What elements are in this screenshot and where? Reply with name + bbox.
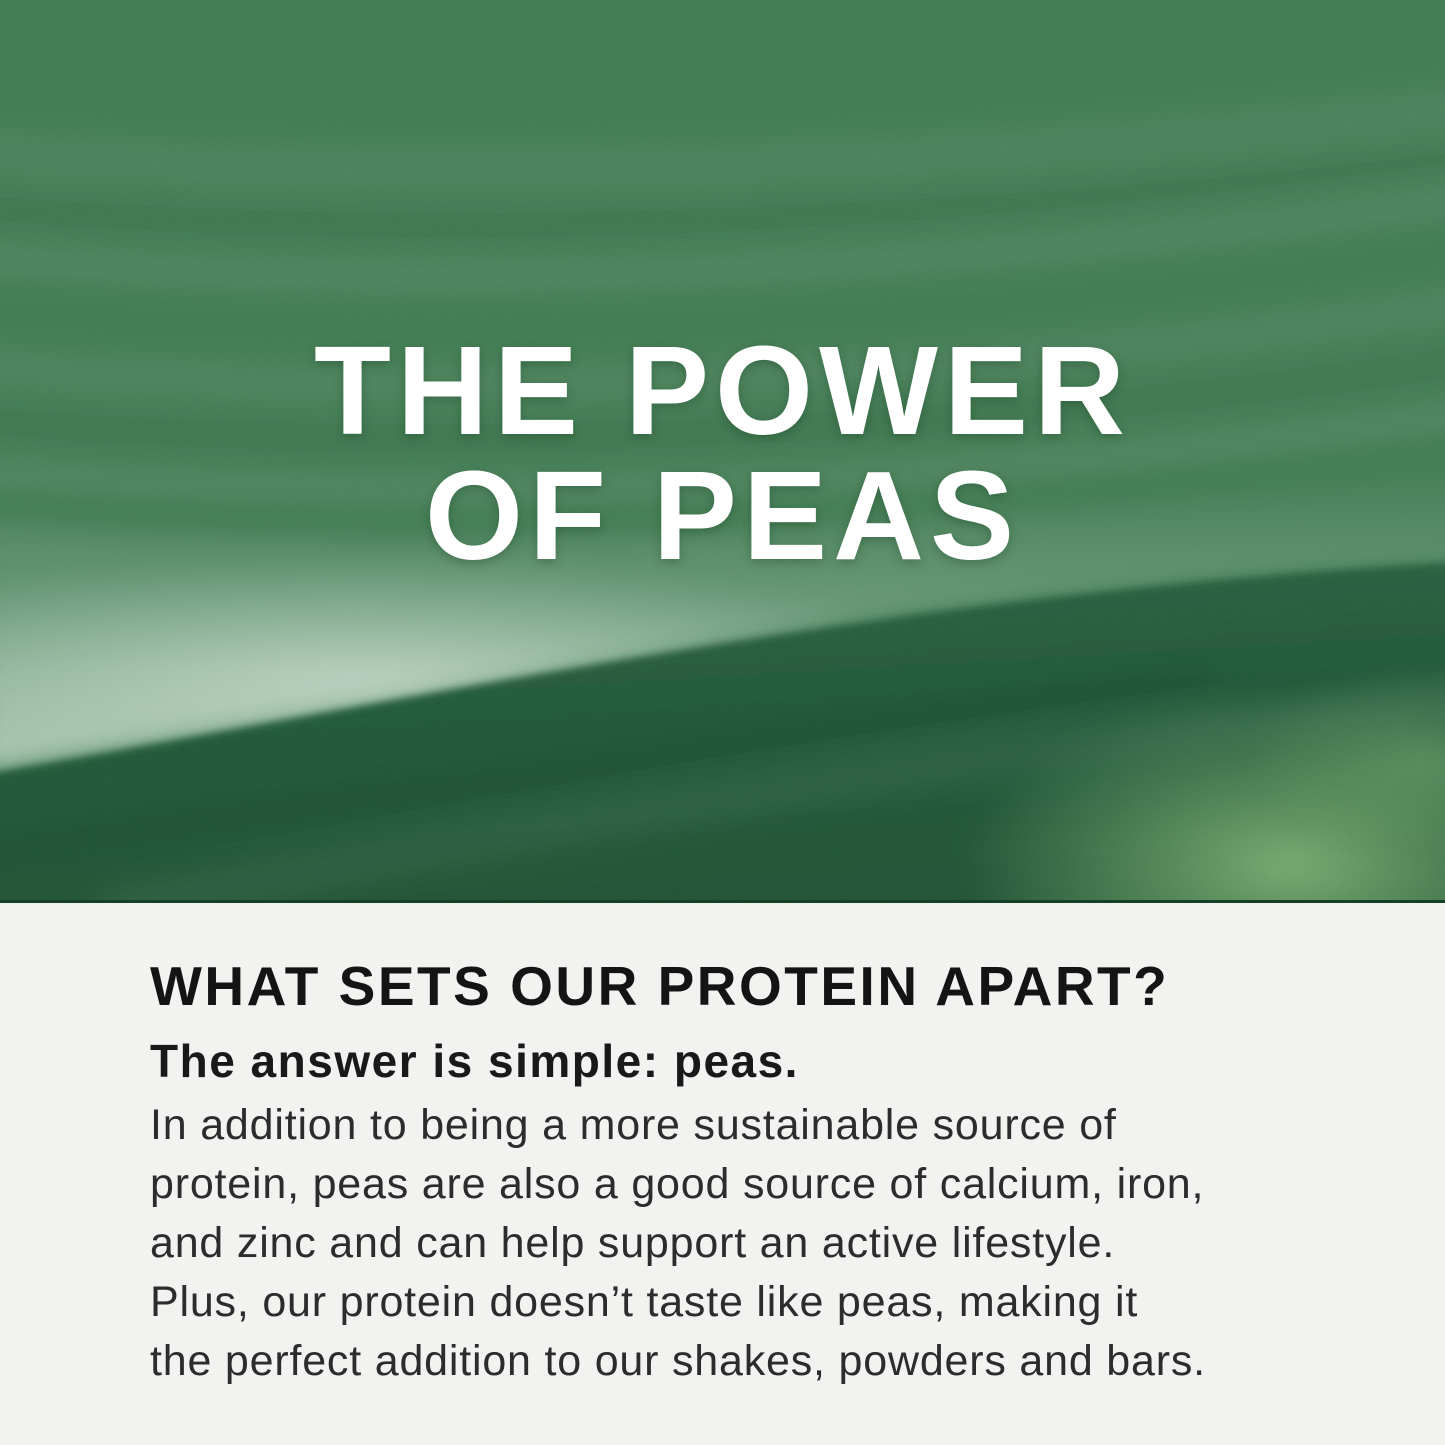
body-line: and zinc and can help support an active lifestyle. xyxy=(150,1219,1116,1267)
body-line: protein, peas are also a good source of calcium, iron, xyxy=(150,1160,1205,1208)
hero-title-line2: OF PEAS xyxy=(424,445,1021,586)
body-line: In addition to being a more sustainable source of xyxy=(150,1101,1117,1149)
info-section xyxy=(0,903,1445,1445)
body-line: Plus, our protein doesn’t taste like peas, making it xyxy=(150,1278,1139,1326)
info-paragraph xyxy=(150,1096,1325,1391)
body-line: the perfect addition to our shakes, powders and bars. xyxy=(150,1337,1206,1385)
hero-title-line1: THE POWER xyxy=(313,320,1131,461)
info-heading: WHAT SETS OUR PROTEIN APART? xyxy=(150,955,1170,1017)
info-subheading: The answer is simple: peas. xyxy=(150,1035,799,1087)
hero-title xyxy=(0,320,1445,586)
